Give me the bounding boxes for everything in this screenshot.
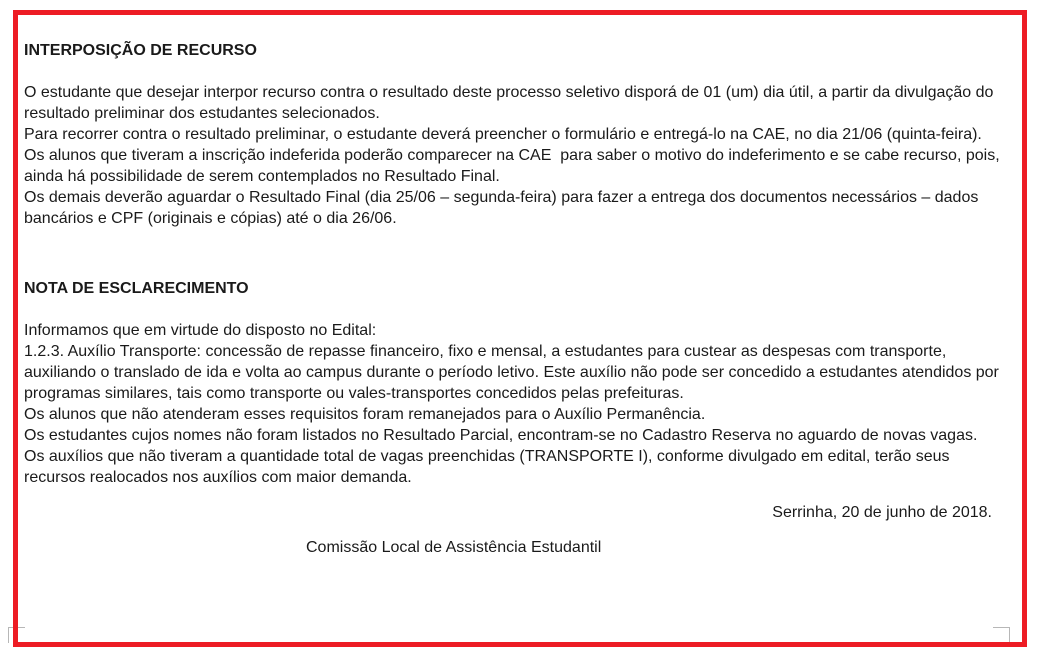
dateline: Serrinha, 20 de junho de 2018. (772, 504, 992, 521)
notice-content (18, 15, 1022, 558)
paragraph-recurso-formulario: Para recorrer contra o resultado preliminar, o estudante deverá preencher o formulário e entregá-lo na CAE, no dia 21/06 (quinta-feira). (24, 126, 982, 143)
notice-red-border (13, 10, 1027, 647)
paragraph-cadastro-reserva: Os estudantes cujos nomes não foram listados no Resultado Parcial, encontram-se no Cadastro Reserva no aguardo de novas vagas. (24, 427, 978, 444)
paragraph-recurso-prazo: O estudante que desejar interpor recurso contra o resultado deste processo seletivo disporá de 01 (um) dia útil, a partir da divulgação do resultado preliminar dos estudantes selecionados. (24, 84, 998, 122)
paragraph-informamos-edital: Informamos que em virtude do disposto no Edital: (24, 322, 377, 339)
section-heading-nota-de-esclarecimento: NOTA DE ESCLARECIMENTO (24, 280, 249, 297)
paragraph-resultado-final: Os demais deverão aguardar o Resultado Final (dia 25/06 – segunda-feira) para fazer a entrega dos documentos necessários – dados bancários e CPF (originais e cópias) até o dia 26/06. (24, 189, 983, 227)
signature-line: Comissão Local de Assistência Estudantil (306, 539, 602, 556)
paragraph-inscricao-indeferida: Os alunos que tiveram a inscrição indeferida poderão comparecer na CAE para saber o motivo do indeferimento e se cabe recurso, pois, ainda há possibilidade de serem contemplados no Resultado Final. (24, 147, 1005, 185)
paragraph-vagas-preenchidas: Os auxílios que não tiveram a quantidade total de vagas preenchidas (TRANSPORTE I), conforme divulgado em edital, terão seus recursos realocados nos auxílios com maior demanda. (24, 448, 954, 486)
section-heading-interposicao-de-recurso: INTERPOSIÇÃO DE RECURSO (24, 42, 257, 59)
paragraph-remanejados-permanencia: Os alunos que não atenderam esses requisitos foram remanejados para o Auxílio Permanência. (24, 406, 706, 423)
paragraph-auxilio-transporte: 1.2.3. Auxílio Transporte: concessão de repasse financeiro, fixo e mensal, a estudantes para custear as despesas com transporte, auxiliando o translado de ida e volta ao campus durante o período letivo. Este auxílio não pode ser concedido a estudantes atendidos por programas similares, tais como transporte ou vales-transportes concedidos pelas prefeituras. (24, 343, 1004, 402)
